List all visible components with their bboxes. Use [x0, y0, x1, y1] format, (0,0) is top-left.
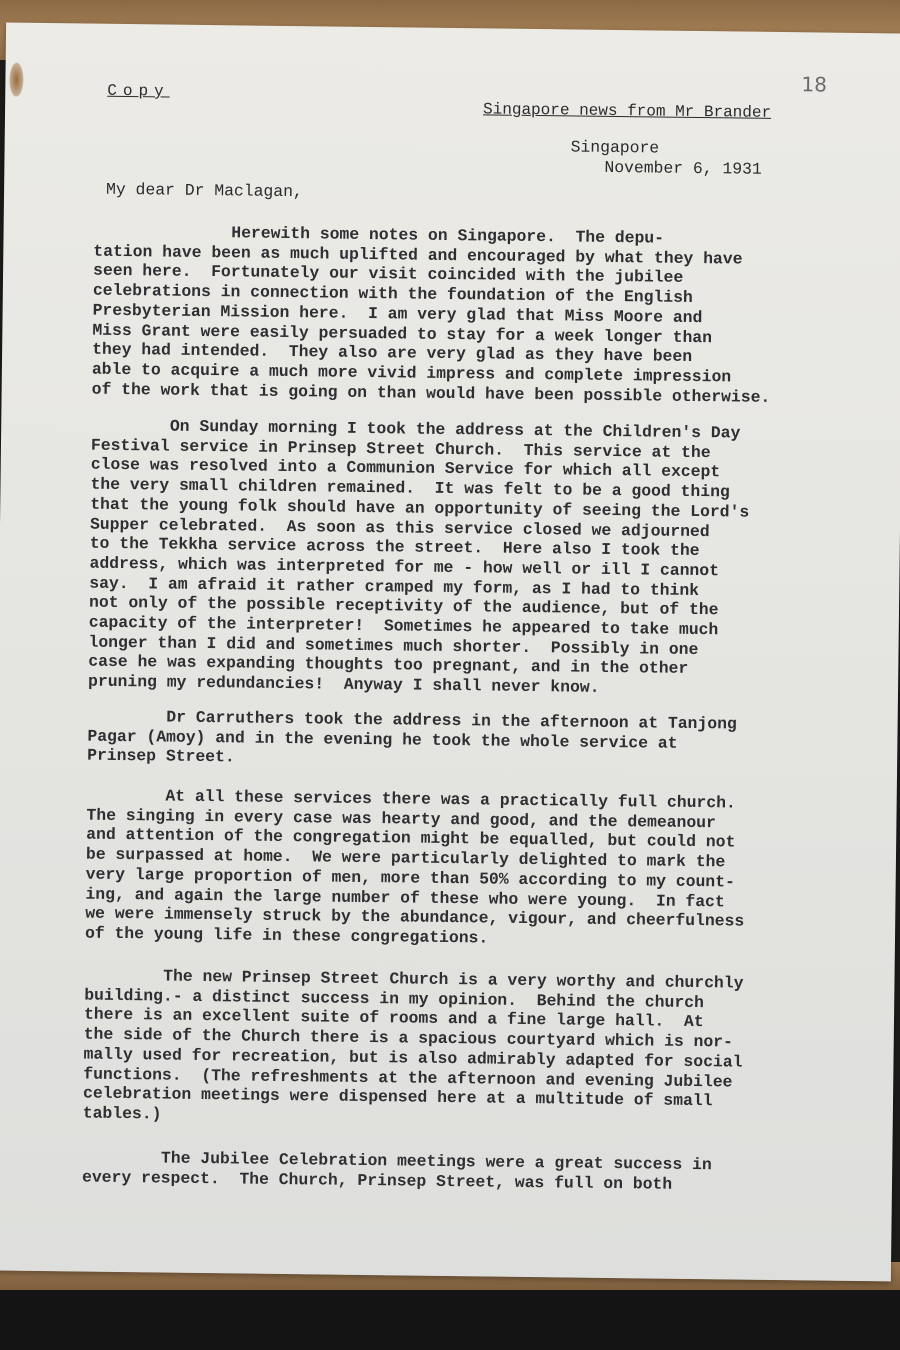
letter-title: Singapore news from Mr Brander	[482, 100, 772, 122]
paper-stain	[9, 63, 23, 97]
letter-paragraph: Herewith some notes on Singapore. The depu- tation have been as much uplifted and encouraged by what they have seen here. Fortunately our visit coincided with the jubilee celebrations in connection with the foundation of the English Presbyterian Mission here. I am very glad that Miss Moore and Miss Grant were easily persuaded to stay for a week longer than they had intended. They also are very glad as they have been able to acquire a much more vivid impress and complete impression of the work that is going on than would have been possible otherwise.	[91, 221, 771, 407]
handwritten-page-number: 18	[801, 72, 828, 97]
copy-label: Copy	[107, 81, 170, 101]
letter-place: Singapore	[570, 137, 660, 158]
letter-paragraph: The Jubilee Celebration meetings were a great success in every respect. The Church, Prinsep Street, was full on both	[81, 1147, 712, 1194]
letter-paragraph: Dr Carruthers took the address in the afternoon at Tanjong Pagar (Amoy) and in the evening he took the whole service at Prinsep Street.	[87, 706, 737, 767]
letter-paragraph: At all these services there was a practically full church. The singing in every case was hearty and good, and the demeanour and attention of the congregation might be equalled, but could not be surpassed at home. We were particularly delighted to mark the very large proportion of men, more than 50% according to my count- ing, and again the large number of these who were young. In fact we were immensely struck by the abundance, vigour, and cheerfulness of the young life in these congregations.	[84, 785, 745, 948]
letter-date: November 6, 1931	[604, 157, 762, 179]
dark-background	[0, 1290, 900, 1350]
letter-salutation: My dear Dr Maclagan,	[105, 179, 303, 202]
letter-paragraph: The new Prinsep Street Church is a very worthy and churchly building.- a distinct success in my opinion. Behind the church there is an excellent suite of rooms and a fine large hall. At the side of the Church there is a spacious courtyard which is nor- mally used for recreation, but is also admirably adapted for social functions. (The refreshments at the afternoon and evening Jubilee celebration meetings were dispensed here at a multitude of small tables.)	[82, 965, 744, 1124]
letter-page	[0, 23, 900, 1282]
letter-paragraph: On Sunday morning I took the address at the Children's Day Festival service in Prinsep Street Church. This service at the close was resolved into a Communion Service for which all except the very small children remained. It was felt to be a good thing that the young folk should have an opportunity of seeing the Lord's Supper celebrated. As soon as this service closed we adjourned to the Tekkha service across the street. Here also I took the address, which was interpreted for me - how well or ill I cannot say. I am afraid it rather cramped my form, as I had to think not only of the possible receptivity of the audience, but of the capacity of the interpreter! Sometimes he appeared to take much longer than I did and sometimes much shorter. Possibly in one case he was expanding thoughts too pregnant, and in the other pruning my redundancies! Anyway I shall never know.	[87, 415, 750, 697]
